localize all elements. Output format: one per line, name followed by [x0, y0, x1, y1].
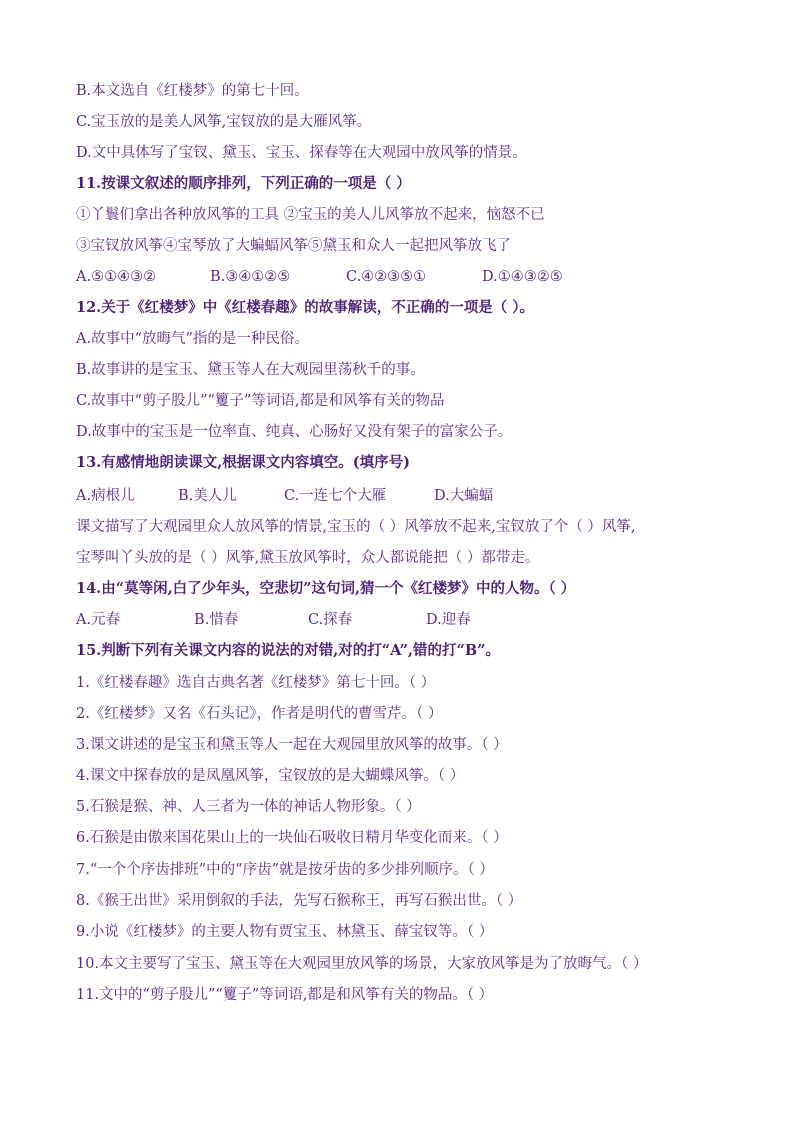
question-14: 14.由“莫等闲,白了少年头，空悲切”这句词,猜一个《红楼梦》中的人物。（ ） — [76, 580, 576, 597]
q15-statement-10: 10.本文主要写了宝玉、黛玉等在大观园里放风筝的场景，大家放风筝是为了放晦气。（ ） — [76, 956, 648, 972]
option-b-q14: B.惜春 — [194, 612, 239, 628]
q14-options — [76, 609, 471, 631]
question-11: 11.按课文叙述的顺序排列，下列正确的一项是（ ） — [76, 175, 411, 192]
q11-items-line-1: ①丫鬟们拿出各种放风筝的工具 ②宝玉的美人儿风筝放不起来，恼怒不已 — [76, 207, 545, 223]
option-c-q14: C.探春 — [308, 612, 353, 628]
q13-fill-line-2: 宝琴叫丫头放的是（ ）风筝,黛玉放风筝时，众人都说能把（ ）都带走。 — [76, 550, 540, 566]
option-b-q12: B.故事讲的是宝玉、黛玉等人在大观园里荡秋千的事。 — [76, 362, 425, 378]
q15-statement-5: 5.石猴是猴、神、人三者为一体的神话人物形象。（ ） — [76, 799, 421, 815]
option-d-q14: D.迎春 — [426, 612, 471, 628]
option-c-q11: C.④②③⑤① — [346, 269, 427, 285]
option-d-q10: D.文中具体写了宝钗、黛玉、宝玉、探春等在大观园中放风筝的情景。 — [76, 145, 527, 161]
option-d-q11: D.①④③②⑤ — [482, 269, 563, 285]
option-a-q12: A.故事中“放晦气”指的是一种民俗。 — [76, 331, 309, 347]
option-b-q10: B.本文选自《红楼梦》的第七十回。 — [76, 83, 309, 99]
q15-statement-6: 6.石猴是由傲来国花果山上的一块仙石吸收日精月华变化而来。（ ） — [76, 830, 508, 846]
q15-statement-8: 8.《猴王出世》采用倒叙的手法，先写石猴称王，再写石猴出世。（ ） — [76, 893, 523, 909]
question-12: 12.关于《红楼梦》中《红楼春趣》的故事解读，不正确的一项是（ ）。 — [76, 299, 535, 316]
question-13: 13.有感情地朗读课文,根据课文内容填空。(填序号) — [76, 454, 410, 471]
option-b-q11: B.③④①②⑤ — [210, 269, 291, 285]
q15-statement-9: 9.小说《红楼梦》的主要人物有贾宝玉、林黛玉、薛宝钗等。（ ） — [76, 924, 494, 940]
q15-statement-7: 7.“一个个序齿排班”中的“序齿”就是按牙齿的多少排列顺序。（ ） — [76, 862, 494, 878]
option-c-q10: C.宝玉放的是美人风筝,宝钗放的是大雁风筝。 — [76, 114, 372, 130]
q11-items-line-2: ③宝钗放风筝④宝琴放了大蝙蝠风筝⑤黛玉和众人一起把风筝放飞了 — [76, 238, 511, 254]
q15-statement-1: 1.《红楼春趣》选自古典名著《红楼梦》第七十回。（ ） — [76, 675, 436, 691]
option-d-q13: D.大蝙蝠 — [434, 488, 494, 504]
q15-statement-3: 3.课文讲述的是宝玉和黛玉等人一起在大观园里放风筝的故事。（ ） — [76, 737, 508, 753]
option-b-q13: B.美人儿 — [178, 488, 237, 504]
option-a-q13: A.病根儿 — [76, 488, 135, 504]
question-15: 15.判断下列有关课文内容的说法的对错,对的打“A”,错的打“B”。 — [76, 642, 500, 659]
option-a-q14: A.元春 — [76, 612, 121, 628]
option-d-q12: D.故事中的宝玉是一位率直、纯真、心肠好又没有架子的富家公子。 — [76, 424, 513, 440]
option-a-q11: A.⑤①④③② — [76, 269, 157, 285]
q15-statement-11: 11.文中的“剪子股儿”“籰子”等词语,都是和风筝有关的物品。（ ） — [76, 987, 494, 1003]
q13-options — [76, 485, 493, 507]
q11-options — [76, 266, 563, 288]
q15-statement-2: 2.《红楼梦》又名《石头记》，作者是明代的曹雪芹。（ ） — [76, 706, 443, 722]
q15-statement-4: 4.课文中探春放的是凤凰风筝，宝钗放的是大蝴蝶风筝。（ ） — [76, 768, 465, 784]
option-c-q13: C.一连七个大雁 — [284, 488, 387, 504]
option-c-q12: C.故事中“剪子股儿”“籰子”等词语,都是和风筝有关的物品 — [76, 393, 445, 409]
q13-fill-line-1: 课文描写了大观园里众人放风筝的情景,宝玉的（ ）风筝放不起来,宝钗放了个（ ）风筝, — [76, 519, 636, 535]
